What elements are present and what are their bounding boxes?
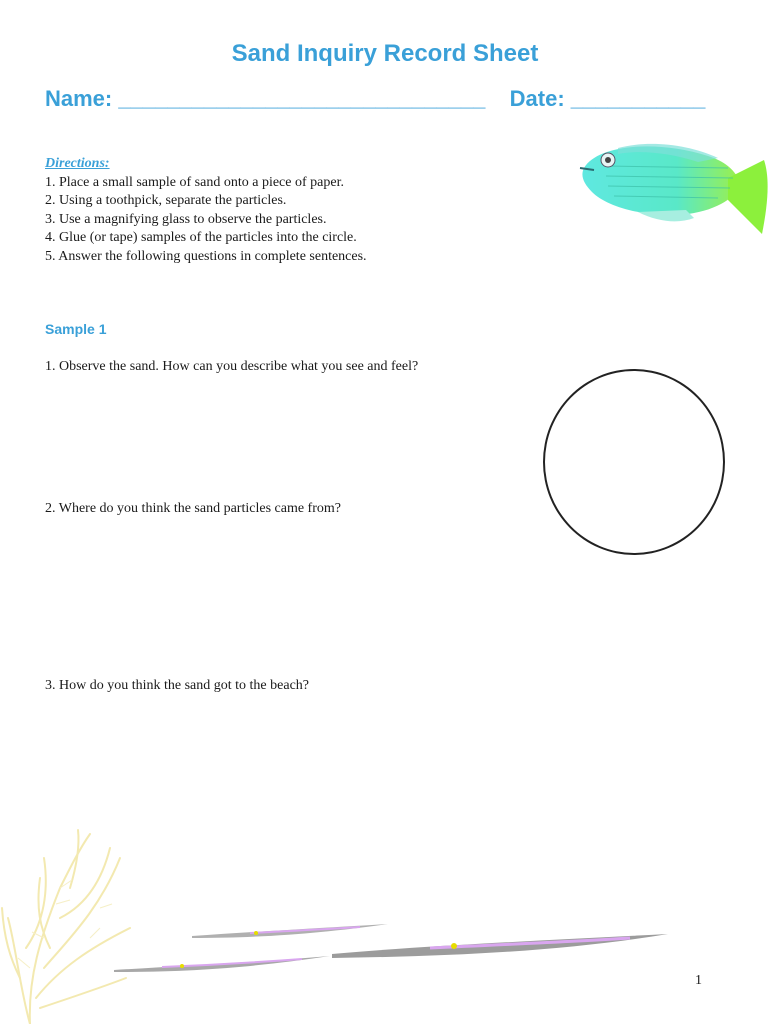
seaweed-icon [0,828,140,1024]
directions-list [45,174,475,267]
direction-item: 2. Using a toothpick, separate the particles. [45,193,287,208]
sample-circle [543,369,725,555]
directions-section [45,155,475,266]
question-3: 3. How do you think the sand got to the beach? [45,678,310,693]
direction-item: 4. Glue (or tape) samples of the particles into the circle. [45,230,357,245]
sand-eel-icon [330,932,670,960]
question-1: 1. Observe the sand. How can you describe what you see and feel? [45,359,419,374]
page-number: 1 [695,973,702,988]
question-2: 2. Where do you think the sand particles came from? [45,501,341,516]
direction-item: 5. Answer the following questions in complete sentences. [45,248,367,264]
name-field: Name: ______________________________ [45,86,486,111]
direction-item: 3. Use a magnifying glass to observe the particles. [45,211,327,227]
directions-heading: Directions: [45,156,110,171]
date-field: Date: ___________ [509,86,706,111]
sand-eel-icon [112,954,332,974]
tropical-fish-icon [578,138,770,236]
sample-heading: Sample 1 [45,321,107,337]
direction-item: 1. Place a small sample of sand onto a piece of paper. [45,174,344,190]
page-title: Sand Inquiry Record Sheet [231,40,539,67]
name-date-line [45,86,705,112]
